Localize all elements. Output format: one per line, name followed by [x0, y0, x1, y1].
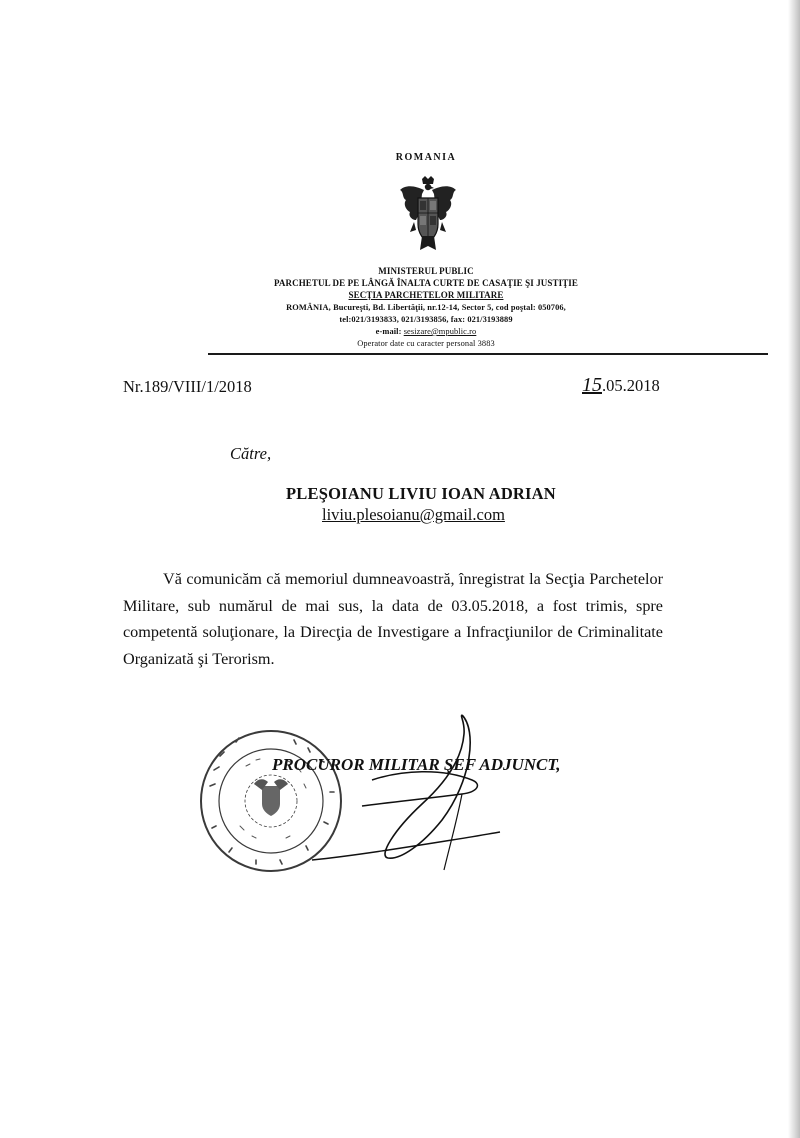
header-email-label: e-mail:	[375, 327, 402, 336]
header-email	[26, 326, 800, 337]
recipient-salutation: Către,	[230, 444, 272, 463]
header-institution: MINISTERUL PUBLIC	[378, 266, 474, 276]
header-divider	[208, 353, 768, 355]
reference-number: Nr.189/VIII/1/2018	[123, 377, 252, 396]
signatory-title: PROCUROR MILITAR ŞEF ADJUNCT,	[272, 755, 561, 774]
reference-date	[582, 374, 660, 397]
recipient-email-link[interactable]: liviu.plesoianu@gmail.com	[322, 505, 505, 524]
header-country: ROMANIA	[395, 152, 457, 163]
header-office: PARCHETUL DE PE LÂNGĂ ÎNALTA CURTE DE CASAŢIE ŞI JUSTIŢIE	[273, 278, 579, 288]
header-email-link[interactable]: sesizare@mpublic.ro	[403, 327, 477, 336]
handwritten-signature	[312, 710, 502, 880]
body-paragraph: Vă comunicăm că memoriul dumneavoastră, înregistrat la Secţia Parchetelor Militare, sub numărul de mai sus, la data de 03.05.2018, a fost trimis, spre competentă soluţionare, la Direcţia de Investigare a Infracţiunilor de Criminalitate Organizată şi Terorism.	[123, 570, 663, 668]
header-section: SECŢIA PARCHETELOR MILITARE	[348, 290, 504, 300]
header-address: ROMÂNIA, Bucureşti, Bd. Libertăţii, nr.12-14, Sector 5, cod poştal: 050706,	[286, 303, 566, 312]
page-edge-shadow	[788, 0, 800, 1138]
header-phones: tel:021/3193833, 021/3193856, fax: 021/3193889	[339, 315, 513, 324]
romania-coat-of-arms-icon	[398, 176, 458, 256]
header-operator: Operator date cu caracter personal 3883	[357, 339, 495, 348]
recipient-name: PLEŞOIANU LIVIU IOAN ADRIAN	[286, 484, 556, 503]
reference-date-rest: .05.2018	[602, 376, 660, 395]
reference-date-day: 15	[582, 374, 602, 396]
